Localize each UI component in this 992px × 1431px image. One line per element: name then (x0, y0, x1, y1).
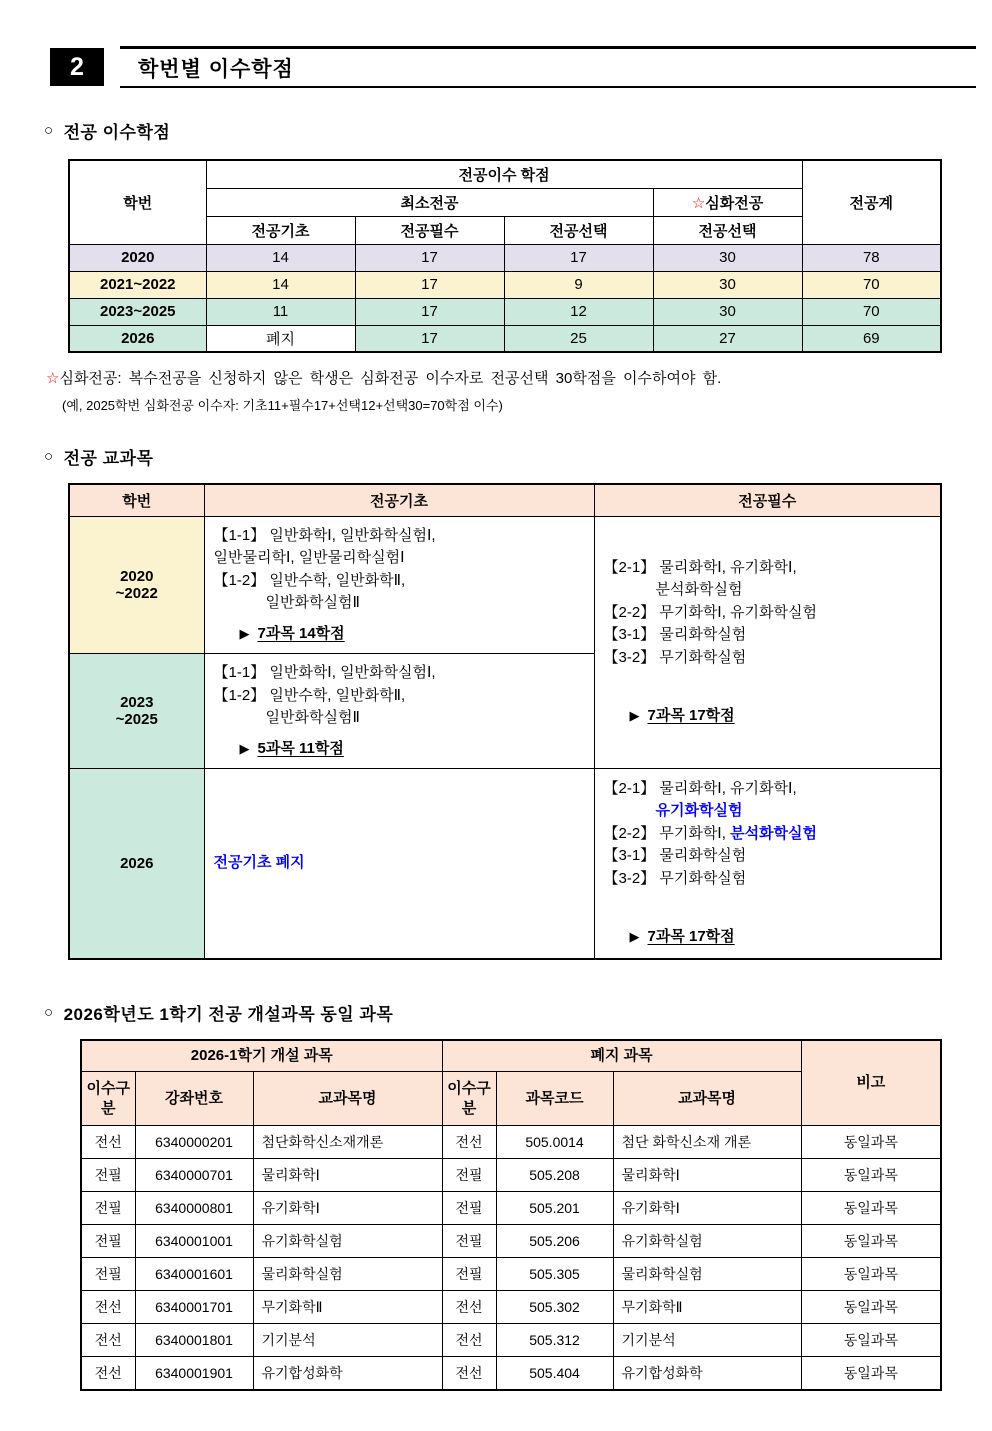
circle-bullet-icon: ○ (44, 1003, 54, 1021)
intensive-major-note (46, 367, 940, 414)
course-mapping-table (80, 1039, 942, 1391)
credits-row (69, 325, 941, 352)
course-name-cell: 기기분석 (613, 1324, 801, 1357)
hakbeon-cell: 2020 (69, 244, 206, 271)
mapping-row (81, 1192, 941, 1225)
credit-value-cell: 폐지 (206, 325, 355, 352)
document-header (50, 46, 976, 88)
major-credits-table-body (69, 244, 941, 352)
section-title-major-credits (44, 118, 940, 143)
gicho-courses-cell (204, 769, 594, 959)
col-header-bigo: 비고 (801, 1040, 941, 1126)
course-text: 일반화학실험Ⅱ (265, 709, 360, 726)
credit-value-cell: 9 (504, 271, 653, 298)
course-text: 일반화학실험Ⅱ (265, 594, 360, 611)
col-header-pilsu: 전공필수 (355, 216, 504, 244)
summary-text: 7과목 17학점 (647, 928, 735, 946)
course-name-cell: 기기분석 (253, 1324, 442, 1357)
course-text: 일반물리학Ⅰ, 일반물리학실험Ⅰ (213, 549, 405, 566)
course-name-cell: 무기화학Ⅱ (253, 1291, 442, 1324)
pilsu-courses-cell (594, 769, 941, 959)
course-text: 【1-1】 일반화학Ⅰ, 일반화학실험Ⅰ, (213, 664, 436, 681)
circle-bullet-icon: ○ (44, 448, 54, 465)
gangjwa-beonho-cell: 6340001001 (135, 1225, 253, 1258)
credit-value-cell: 69 (802, 325, 941, 352)
credit-value-cell: 70 (802, 271, 941, 298)
course-name-cell: 첨단화학신소재개론 (253, 1126, 442, 1159)
section-title-text: 전공 이수학점 (63, 123, 171, 142)
course-code-cell: 505.404 (496, 1357, 613, 1390)
mapping-row (81, 1357, 941, 1390)
note-line-1 (46, 367, 940, 388)
col-header-course-code: 과목코드 (496, 1072, 613, 1126)
course-text: 【1-1】 일반화학Ⅰ, 일반화학실험Ⅰ, (213, 526, 436, 544)
isu-gubun-cell: 전필 (81, 1225, 135, 1258)
course-name-cell: 첨단 화학신소재 개론 (613, 1126, 801, 1159)
isu-gubun-cell: 전필 (442, 1225, 496, 1258)
gicho-courses-cell (204, 654, 594, 769)
course-line (604, 647, 933, 670)
credit-value-cell: 27 (653, 325, 802, 352)
isu-gubun-cell: 전필 (81, 1159, 135, 1192)
credit-value-cell: 17 (504, 244, 653, 271)
section-number-badge: 2 (50, 48, 104, 86)
group-header-2026: 2026-1학기 개설 과목 (81, 1040, 442, 1072)
gangjwa-beonho-cell: 6340001901 (135, 1357, 253, 1390)
credit-value-cell: 17 (355, 325, 504, 352)
isu-gubun-cell: 전필 (81, 1192, 135, 1225)
course-text-highlight: 전공기초 폐지 (213, 854, 305, 871)
bigo-cell: 동일과목 (801, 1291, 941, 1324)
course-code-cell: 505.302 (496, 1291, 613, 1324)
course-line (604, 823, 933, 846)
summary-text: 5과목 11학점 (257, 739, 344, 757)
note-line-2: (예, 2025학번 심화전공 이수자: 기초11+필수17+선택12+선택30=70학점 이수) (62, 398, 503, 413)
major-credits-table-header (69, 160, 941, 244)
hakbeon-cell (69, 516, 204, 654)
summary-text: 7과목 17학점 (647, 707, 735, 725)
course-summary-line (240, 623, 586, 646)
isu-gubun-cell: 전필 (442, 1159, 496, 1192)
isu-gubun-cell: 전선 (81, 1357, 135, 1390)
course-text: 【2-1】 물리화학Ⅰ, 유기화학Ⅰ, (603, 779, 797, 797)
hakbeon-cell (69, 769, 204, 959)
course-line (214, 570, 586, 593)
course-line (604, 557, 933, 580)
credit-value-cell: 25 (504, 325, 653, 352)
gangjwa-beonho-cell: 6340001601 (135, 1258, 253, 1291)
course-summary-line (240, 738, 586, 761)
isu-gubun-cell: 전선 (81, 1291, 135, 1324)
course-name-cell: 유기화학Ⅰ (253, 1192, 442, 1225)
gangjwa-beonho-cell: 6340000801 (135, 1192, 253, 1225)
course-summary-line (630, 705, 933, 728)
credit-value-cell: 17 (355, 271, 504, 298)
credits-row (69, 298, 941, 325)
intensive-label: 심화전공 (705, 194, 764, 212)
col-header-gicho: 전공기초 (204, 484, 594, 516)
gicho-courses-cell (204, 516, 594, 654)
star-icon: ☆ (691, 194, 706, 212)
course-code-cell: 505.208 (496, 1159, 613, 1192)
col-header-min-major: 최소전공 (206, 188, 653, 216)
credit-value-cell: 11 (206, 298, 355, 325)
course-line (604, 624, 933, 647)
credit-value-cell: 70 (802, 298, 941, 325)
isu-gubun-cell: 전선 (442, 1324, 496, 1357)
course-name-cell: 유기화학Ⅰ (613, 1192, 801, 1225)
course-name-cell: 유기합성화학 (613, 1357, 801, 1390)
course-line (214, 592, 586, 615)
course-text: 【1-2】 일반수학, 일반화학Ⅱ, (213, 571, 406, 589)
course-text: 【3-2】 무기화학실험 (603, 869, 747, 887)
col-header-seontaek: 전공선택 (504, 216, 653, 244)
course-code-cell: 505.201 (496, 1192, 613, 1225)
col-header-seontaek2: 전공선택 (653, 216, 802, 244)
course-text: 【2-1】 물리화학Ⅰ, 유기화학Ⅰ, (603, 558, 797, 576)
course-line (214, 707, 586, 730)
course-name-cell: 유기합성화학 (253, 1357, 442, 1390)
course-line (214, 852, 586, 875)
course-line (604, 602, 933, 625)
course-mapping-table-header (81, 1040, 941, 1126)
course-name-cell: 무기화학Ⅱ (613, 1291, 801, 1324)
course-line (214, 685, 586, 708)
isu-gubun-cell: 전필 (442, 1192, 496, 1225)
hakbeon-line: 2020 (120, 567, 154, 585)
hakbeon-line: ~2022 (115, 584, 158, 602)
course-text: 【1-2】 일반수학, 일반화학Ⅱ, (213, 686, 406, 704)
note-text: 심화전공: 복수전공을 신청하지 않은 학생은 심화전공 이수자로 전공선택 30학점을 이수하여야 함. (59, 370, 722, 387)
course-text: 【3-2】 무기화학실험 (603, 648, 747, 666)
isu-gubun-cell: 전선 (81, 1126, 135, 1159)
mapping-row (81, 1291, 941, 1324)
course-line (214, 525, 586, 548)
col-header-course-name-1: 교과목명 (253, 1072, 442, 1126)
credit-value-cell: 78 (802, 244, 941, 271)
course-name-cell: 물리화학Ⅰ (613, 1159, 801, 1192)
course-text-highlight: 분석화학실험 (730, 824, 818, 842)
credit-value-cell: 17 (355, 244, 504, 271)
mapping-row (81, 1159, 941, 1192)
isu-gubun-cell: 전선 (442, 1357, 496, 1390)
credit-value-cell: 30 (653, 244, 802, 271)
col-header-pilsu: 전공필수 (594, 484, 941, 516)
courses-row (69, 516, 941, 654)
credit-value-cell: 30 (653, 271, 802, 298)
mapping-row (81, 1225, 941, 1258)
credits-row (69, 271, 941, 298)
isu-gubun-cell: 전선 (81, 1324, 135, 1357)
credit-value-cell: 14 (206, 271, 355, 298)
bigo-cell: 동일과목 (801, 1159, 941, 1192)
course-mapping-table-body (81, 1126, 941, 1390)
isu-gubun-cell: 전필 (81, 1258, 135, 1291)
credits-row (69, 244, 941, 271)
course-text-highlight: 유기화학실험 (655, 802, 743, 820)
major-courses-table-body (69, 516, 941, 959)
summary-text: 7과목 14학점 (257, 624, 345, 642)
col-header-hakbeon: 학번 (69, 484, 204, 516)
hakbeon-line: 2023 (120, 694, 154, 711)
course-text: 【2-2】 무기화학Ⅰ, (603, 824, 731, 842)
gangjwa-beonho-cell: 6340000201 (135, 1126, 253, 1159)
col-header-total: 전공계 (802, 160, 941, 244)
bigo-cell: 동일과목 (801, 1225, 941, 1258)
circle-bullet-icon: ○ (44, 122, 54, 139)
col-header-intensive (653, 188, 802, 216)
bigo-cell: 동일과목 (801, 1258, 941, 1291)
course-name-cell: 물리화학실험 (253, 1258, 442, 1291)
course-name-cell: 물리화학Ⅰ (253, 1159, 442, 1192)
course-line (604, 868, 933, 891)
course-line (604, 579, 933, 602)
section-title-text: 2026학년도 1학기 전공 개설과목 동일 과목 (63, 1004, 394, 1024)
major-credits-table (68, 159, 942, 353)
gangjwa-beonho-cell: 6340001801 (135, 1324, 253, 1357)
col-header-gicho: 전공기초 (206, 216, 355, 244)
section-title-major-courses (44, 444, 940, 469)
mapping-row (81, 1258, 941, 1291)
isu-gubun-cell: 전선 (442, 1291, 496, 1324)
star-icon: ☆ (46, 370, 60, 387)
course-line (604, 845, 933, 868)
credit-value-cell: 30 (653, 298, 802, 325)
course-code-cell: 505.0014 (496, 1126, 613, 1159)
course-line (214, 662, 586, 685)
isu-gubun-cell: 전선 (442, 1126, 496, 1159)
credit-value-cell: 12 (504, 298, 653, 325)
mapping-row (81, 1126, 941, 1159)
col-header-course-name-2: 교과목명 (613, 1072, 801, 1126)
course-text: 【2-2】 무기화학Ⅰ, 유기화학실험 (603, 603, 818, 621)
credit-value-cell: 14 (206, 244, 355, 271)
isu-gubun-cell: 전필 (442, 1258, 496, 1291)
course-line (604, 800, 933, 823)
play-arrow-icon: ▶ (629, 708, 640, 724)
hakbeon-cell: 2026 (69, 325, 206, 352)
section-title-text: 전공 교과목 (63, 449, 154, 468)
bigo-cell: 동일과목 (801, 1357, 941, 1390)
course-text: 【3-1】 물리화학실험 (603, 626, 747, 644)
col-header-isu-gubun-2: 이수구분 (442, 1072, 496, 1126)
major-courses-table-header (69, 484, 941, 516)
gangjwa-beonho-cell: 6340001701 (135, 1291, 253, 1324)
course-code-cell: 505.305 (496, 1258, 613, 1291)
mapping-row (81, 1324, 941, 1357)
hakbeon-cell (69, 654, 204, 769)
course-text: 분석화학실험 (655, 581, 743, 599)
group-header-closed: 폐지 과목 (442, 1040, 801, 1072)
courses-row (69, 769, 941, 959)
play-arrow-icon: ▶ (239, 740, 250, 756)
bigo-cell: 동일과목 (801, 1192, 941, 1225)
credit-value-cell: 17 (355, 298, 504, 325)
pilsu-courses-cell (594, 516, 941, 769)
course-code-cell: 505.206 (496, 1225, 613, 1258)
title-rule-block (120, 46, 976, 88)
major-courses-table (68, 483, 942, 960)
play-arrow-icon: ▶ (629, 929, 640, 945)
hakbeon-line: 2026 (120, 854, 154, 872)
course-summary-line (630, 926, 933, 949)
hakbeon-line: ~2025 (115, 711, 158, 728)
course-code-cell: 505.312 (496, 1324, 613, 1357)
course-name-cell: 유기화학실험 (613, 1225, 801, 1258)
course-line (604, 778, 933, 801)
play-arrow-icon: ▶ (239, 625, 250, 641)
page-title: 학번별 이수학점 (138, 57, 294, 81)
col-header-gangjwa-beonho: 강좌번호 (135, 1072, 253, 1126)
col-header-isu-gubun-1: 이수구분 (81, 1072, 135, 1126)
course-name-cell: 유기화학실험 (253, 1225, 442, 1258)
col-header-major-credits: 전공이수 학점 (206, 160, 802, 188)
gangjwa-beonho-cell: 6340000701 (135, 1159, 253, 1192)
col-header-hakbeon: 학번 (69, 160, 206, 244)
course-name-cell: 물리화학실험 (613, 1258, 801, 1291)
course-text: 【3-1】 물리화학실험 (603, 847, 747, 865)
course-line (214, 547, 586, 570)
bigo-cell: 동일과목 (801, 1324, 941, 1357)
section-title-course-mapping (44, 1000, 940, 1025)
bigo-cell: 동일과목 (801, 1126, 941, 1159)
hakbeon-cell: 2021~2022 (69, 271, 206, 298)
hakbeon-cell: 2023~2025 (69, 298, 206, 325)
